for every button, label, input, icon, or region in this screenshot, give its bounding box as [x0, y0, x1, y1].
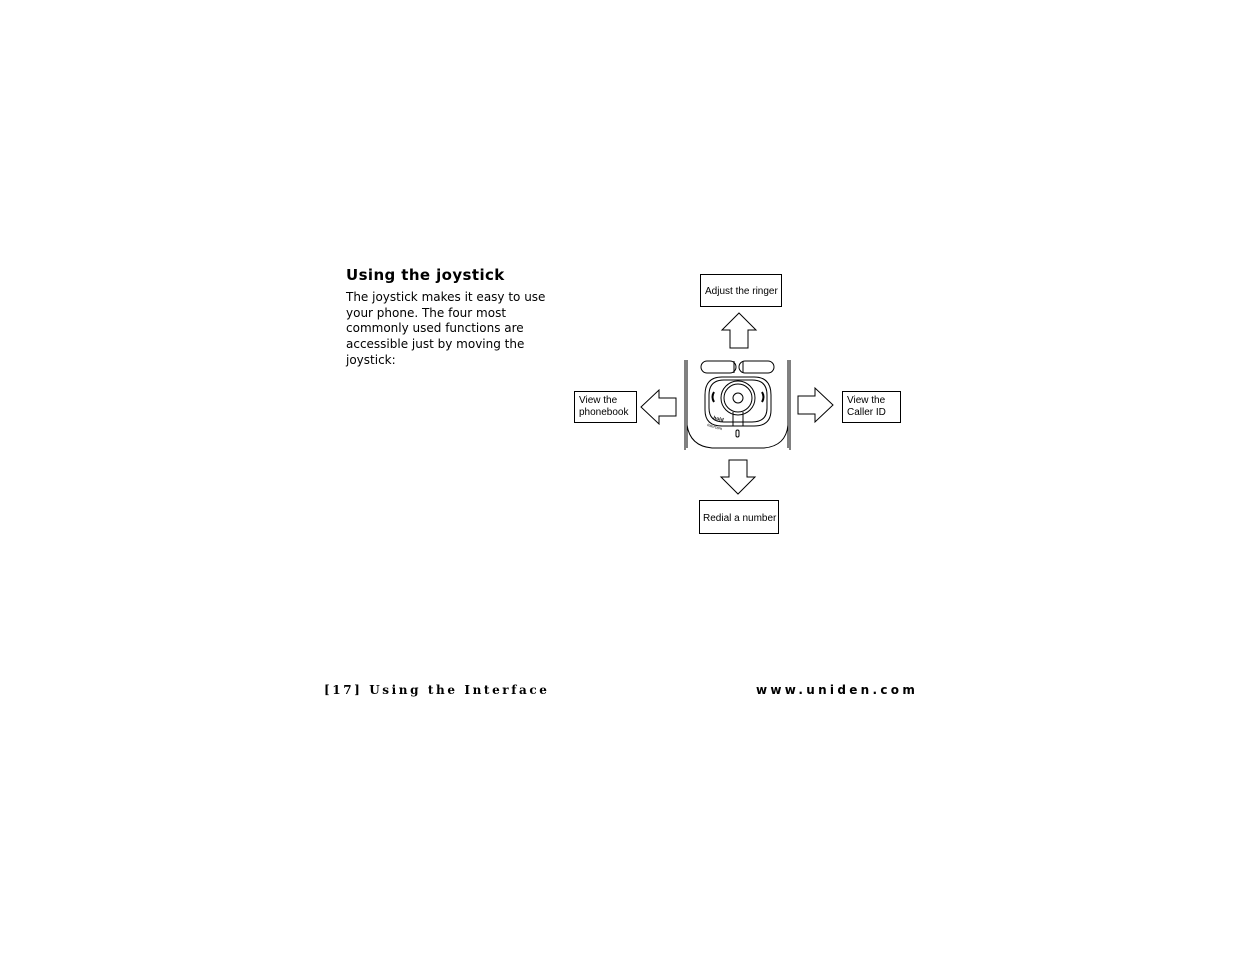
body-line: your phone. The four most: [346, 305, 507, 320]
view-caller-id-label: [842, 391, 901, 423]
body-line: commonly used functions are: [346, 321, 524, 336]
label-text: Caller ID: [847, 407, 886, 418]
section-body: [346, 290, 551, 369]
phone-intercom-label: intercom: [706, 422, 723, 432]
arrow-down-icon: [721, 460, 755, 494]
phone-illustration: [685, 360, 790, 450]
section-heading: Using the joystick: [346, 266, 505, 284]
arrow-up-icon: [722, 313, 756, 348]
footer-website: www.uniden.com: [756, 683, 919, 697]
label-text: View the: [579, 395, 618, 406]
arrow-right-icon: [798, 388, 833, 422]
footer-page-section: [17] Using the Interface: [324, 683, 550, 697]
redial-number-label: [699, 500, 779, 534]
label-text: Adjust the ringer: [705, 286, 778, 297]
label-text: phonebook: [579, 407, 629, 418]
arrow-left-icon: [641, 390, 676, 424]
phone-hold-label: hold: [712, 415, 725, 424]
label-text: View the: [847, 395, 886, 406]
body-line: accessible just by moving the: [346, 337, 525, 352]
adjust-ringer-label: [700, 274, 782, 307]
label-text: Redial a number: [703, 513, 777, 524]
view-phonebook-label: [574, 391, 637, 423]
body-line: The joystick makes it easy to use: [346, 290, 546, 304]
body-line: joystick:: [346, 352, 396, 367]
